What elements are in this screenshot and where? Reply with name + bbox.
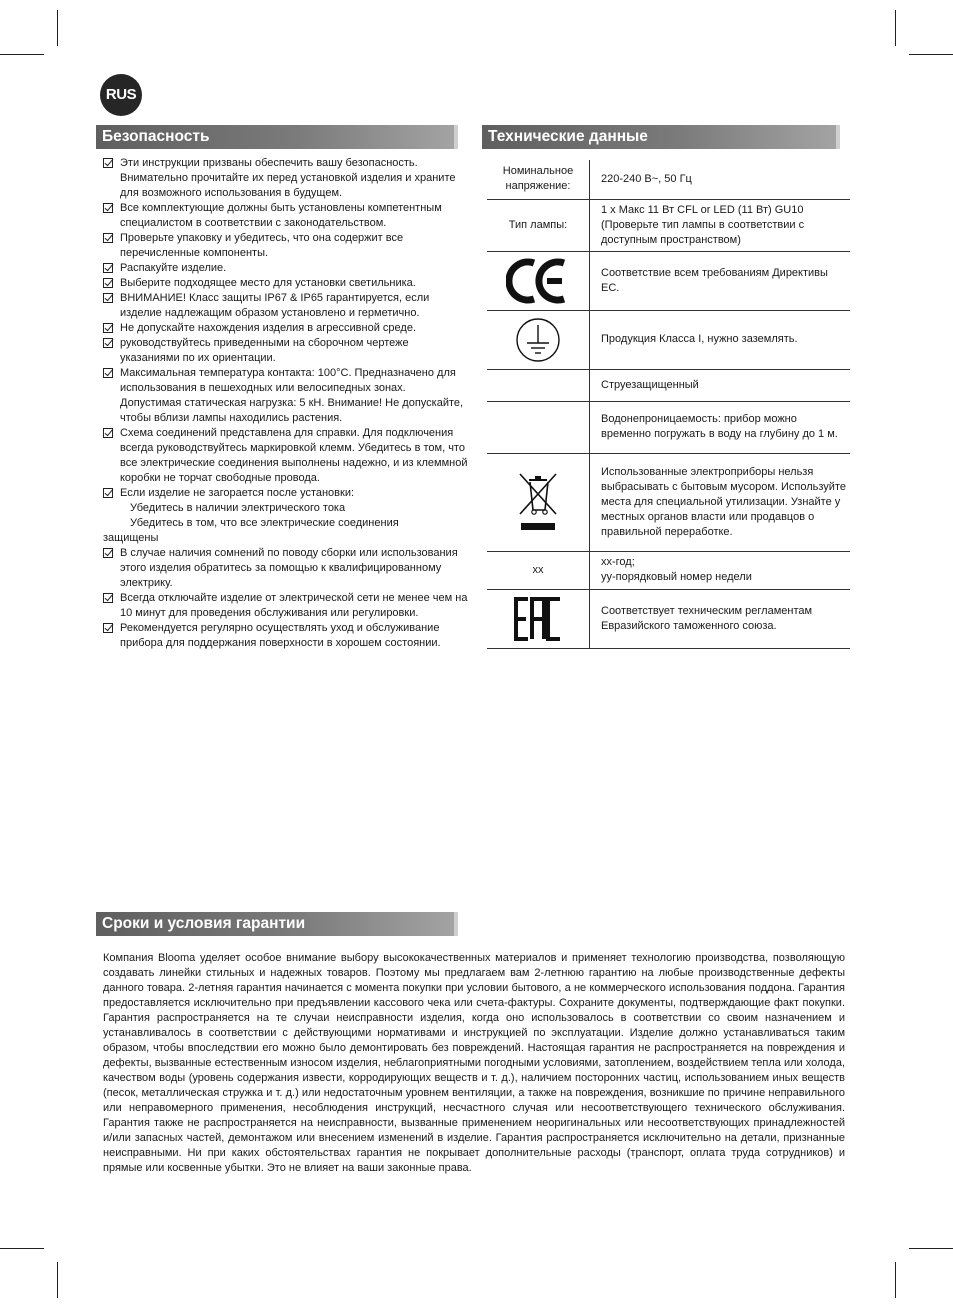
tech-value: Соответствует техническим регламентам Евразийского таможенного союза. <box>590 589 851 648</box>
weee-crossed-bin-icon <box>516 470 560 534</box>
checkbox-checked-icon <box>103 488 113 498</box>
checkbox-checked-icon <box>103 203 113 213</box>
checkbox-checked-icon <box>103 263 113 273</box>
list-item: Рекомендуется регулярно осуществлять уход и обслуживание прибора для поддержания поверхности в хорошем состоянии. <box>103 621 468 651</box>
table-row <box>487 310 850 369</box>
list-item: Максимальная температура контакта: 100°C. Предназначено для использования в пешеходных или велосипедных зонах. Допустимая статическая нагрузка: 5 кН. Внимание! Не допускайте, чтобы вблизи лампы находились растения. <box>103 366 468 426</box>
tech-section-header <box>482 125 836 149</box>
safety-section-header <box>96 125 454 149</box>
tech-value: yy-порядковый номер недели <box>601 571 752 583</box>
sub-item: Убедитесь в наличии электрического тока <box>130 502 346 514</box>
warranty-section-header <box>96 912 454 936</box>
list-item: Выберите подходящее место для установки светильника. <box>103 276 468 291</box>
checkbox-checked-icon <box>103 338 113 348</box>
list-item: Схема соединений представлена для справки. Для подключения всегда руководствуйтесь маркировкой клемм. Убедитесь в том, что все электрические соединения выполнены надежно, и из клеммной коробки не торчат свободные провода. <box>103 426 468 486</box>
list-item: В случае наличия сомнений по поводу сборки или использования этого изделия обратитесь за помощью к квалифицированному электрику. <box>103 546 468 591</box>
table-row <box>487 401 850 453</box>
tech-label: Номинальное напряжение: <box>487 160 590 199</box>
list-item: Эти инструкции призваны обеспечить вашу безопасность. Внимательно прочитайте их перед установкой изделия и храните для возможного использования в будущем. <box>103 156 468 201</box>
tech-value: Струезащищенный <box>590 369 851 401</box>
checkbox-checked-icon <box>103 428 113 438</box>
table-row <box>487 251 850 310</box>
tech-value: 220-240 В~, 50 Гц <box>590 160 851 199</box>
earth-ground-icon <box>514 316 562 364</box>
sub-item-continuation: защищены <box>103 532 159 544</box>
warranty-title: Сроки и условия гарантии <box>102 915 306 932</box>
language-badge: RUS <box>100 74 142 116</box>
tech-value: Использованные электроприборы нельзя выбрасывать с бытовым мусором. Используйте места для специальной утилизации. Узнайте у местных органов власти или продавцов о правильной переработке. <box>590 453 851 551</box>
checkbox-checked-icon <box>103 368 113 378</box>
table-row <box>487 160 850 199</box>
list-item: Все комплектующие должны быть установлены компетентным специалистом в соответствии с законодательством. <box>103 201 468 231</box>
list-item: Всегда отключайте изделие от электрической сети не менее чем на 10 минут для проведения обслуживания или регулировки. <box>103 591 468 621</box>
safety-title: Безопасность <box>102 128 210 145</box>
sub-item: Убедитесь в том, что все электрические соединения <box>130 517 399 529</box>
checkbox-checked-icon <box>103 623 113 633</box>
tech-data-table <box>487 160 850 649</box>
eac-mark-icon <box>514 596 562 642</box>
checkbox-checked-icon <box>103 233 113 243</box>
checkbox-checked-icon <box>103 158 113 168</box>
table-row <box>487 589 850 648</box>
list-item: руководствуйтесь приведенными на сборочном чертеже указаниями по их ориентации. <box>103 336 468 366</box>
checkbox-checked-icon <box>103 278 113 288</box>
tech-value: xx-год; <box>601 556 635 568</box>
tech-title: Технические данные <box>488 128 648 145</box>
safety-checklist <box>103 156 468 651</box>
checkbox-checked-icon <box>103 293 113 303</box>
list-item: Распакуйте изделие. <box>103 261 468 276</box>
tech-label: xx <box>487 551 590 589</box>
tech-value: 1 x Макс 11 Вт CFL or LED (11 Вт) GU10 (Проверьте тип лампы в соответствии с доступным пространством) <box>590 199 851 251</box>
checkbox-checked-icon <box>103 323 113 333</box>
ce-mark-icon <box>506 256 570 306</box>
tech-value: Водонепроницаемость: прибор можно временно погружать в воду на глубину до 1 м. <box>590 401 851 453</box>
list-item: Если изделие не загорается после установки: Убедитесь в наличии электрического тока Убедитесь в том, что все электрические соединения защищены <box>103 486 468 546</box>
list-item: Не допускайте нахождения изделия в агрессивной среде. <box>103 321 468 336</box>
tech-label: Тип лампы: <box>487 199 590 251</box>
table-row <box>487 453 850 551</box>
list-item: Проверьте упаковку и убедитесь, что она содержит все перечисленные компоненты. <box>103 231 468 261</box>
tech-value: Соответствие всем требованиям Директивы ЕС. <box>590 251 851 310</box>
table-row <box>487 551 850 589</box>
table-row <box>487 369 850 401</box>
checkbox-checked-icon <box>103 548 113 558</box>
warranty-text: Компания Blooma уделяет особое внимание выбору высококачественных материалов и применяет технологию производства, позволяющую создавать линейки стильных и надежных товаров. Поэтому мы предлагаем вам 2-летнюю гарантию на любые производственные дефекты данного товара. 2-летняя гарантия начинается с момента покупки при условии бытового, а не коммерческого использования поддона. Гарантия предоставляется исключительно при предъявлении кассового чека или счета-фактуры. Сохраните документы, подтверждающие факт покупки. Гарантия распространяется на те случаи неисправности изделия, когда оно использовалось в соответствии со своим назначением и устанавливалось в соответствии с действующими нормативами и инструкцией по эксплуатации. Изделие должно устанавливаться таким образом, чтобы впоследствии его можно было демонтировать без повреждений. Настоящая гарантия не распространяется на повреждения и дефекты, вызванные естественным износом изделия, неблагоприятными погодными условиями, затоплением, воздействием тепла или холода, качеством воды (уровень содержания извести, корродирующих веществ и т. д.), наличием посторонних частиц, использованием иных веществ (песок, металлическая стружка и т. д.) или недостаточным уровнем вентиляции, а также на повреждения, возникшие по причине неправильного или неправомерного применения, несоблюдения инструкций, несчастного случая или несоответствующего технического обслуживания. Гарантия также не распространяется на неисправности, вызванные применением неоригинальных или несоответствующих принадлежностей и/или запасных частей, демонтажом или внесением изменений в изделие. Гарантия распространяется исключительно на детали, признанные неисправными. Ни при каких обстоятельствах гарантия не покрывает дополнительные расходы (транспорт, оплата труда сотрудников) и прямые или косвенные убытки. Это не влияет на ваши законные права. <box>103 952 845 1174</box>
tech-value: Продукция Класса I, нужно заземлять. <box>590 310 851 369</box>
table-row <box>487 199 850 251</box>
checkbox-checked-icon <box>103 593 113 603</box>
list-item: ВНИМАНИЕ! Класс защиты IP67 & IP65 гарантируется, если изделие надлежащим образом установлено и герметично. <box>103 291 468 321</box>
